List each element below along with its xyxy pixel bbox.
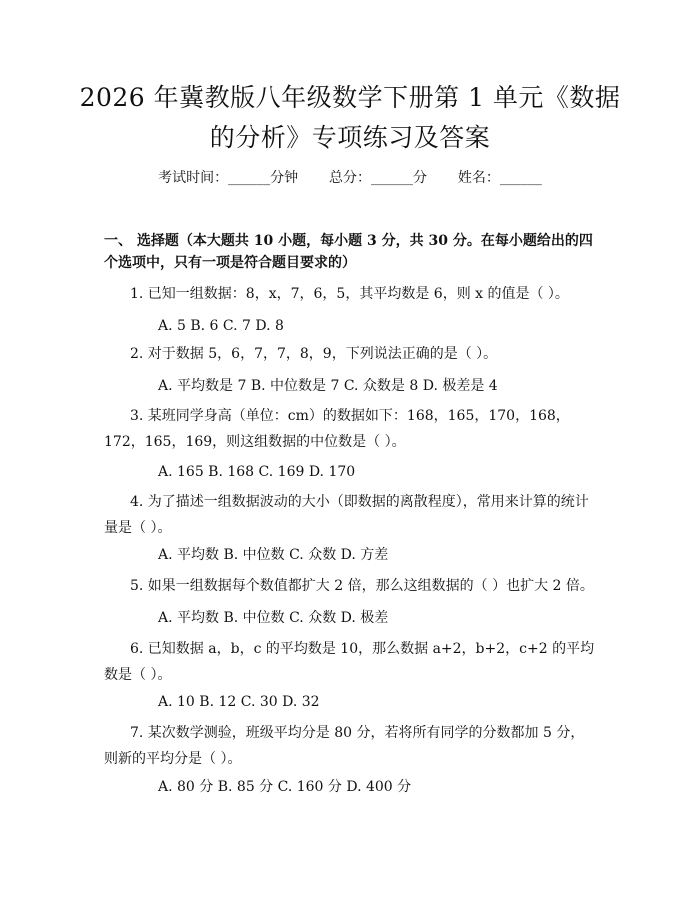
score-label: 总分： bbox=[329, 170, 371, 186]
question-6-options: A. 10 B. 12 C. 30 D. 32 bbox=[158, 694, 320, 710]
question-4: 4. 为了描述一组数据波动的大小（即数据的离散程度），常用来计算的统计量是（ ）。 bbox=[104, 494, 589, 536]
time-label: 考试时间： bbox=[158, 170, 229, 186]
question-7: 7. 某次数学测验，班级平均分是 80 分，若将所有同学的分数都加 5 分，则新的平均分是（ ）。 bbox=[104, 725, 585, 767]
question-1-options: A. 5 B. 6 C. 7 D. 8 bbox=[158, 318, 284, 334]
time-unit: 分钟 bbox=[270, 170, 299, 186]
document-title: 2026 年冀教版八年级数学下册第 1 单元《数据的分析》专项练习及答案 bbox=[79, 83, 621, 152]
score-unit: 分 bbox=[413, 170, 427, 186]
name-blank: ______ bbox=[499, 170, 542, 186]
question-4-options: A. 平均数 B. 中位数 C. 众数 D. 方差 bbox=[158, 547, 389, 563]
question-2-options: A. 平均数是 7 B. 中位数是 7 C. 众数是 8 D. 极差是 4 bbox=[158, 378, 498, 394]
time-blank: ______ bbox=[228, 170, 271, 186]
section-heading: 一、 选择题（本大题共 10 小题，每小题 3 分，共 30 分。在每小题给出的四个选项中，只有一项是符合题目要求的） bbox=[104, 233, 593, 271]
question-3-options: A. 165 B. 168 C. 169 D. 170 bbox=[158, 464, 356, 480]
score-blank: ______ bbox=[371, 170, 413, 186]
question-5: 5. 如果一组数据每个数值都扩大 2 倍，那么这组数据的（ ）也扩大 2 倍。 bbox=[130, 578, 594, 594]
question-6: 6. 已知数据 a，b，c 的平均数是 10，那么数据 a+2，b+2，c+2 的平均数是（ ）。 bbox=[104, 641, 595, 683]
question-5-options: A. 平均数 B. 中位数 C. 众数 D. 极差 bbox=[158, 610, 389, 626]
exam-info-line bbox=[0, 168, 700, 188]
question-1: 1. 已知一组数据：8，x，7，6，5，其平均数是 6，则 x 的值是（ ）。 bbox=[130, 286, 569, 302]
question-3: 3. 某班同学身高（单位：cm）的数据如下：168，165，170，168，172，165，169，则这组数据的中位数是（ ）。 bbox=[104, 408, 570, 450]
question-7-options: A. 80 分 B. 85 分 C. 160 分 D. 400 分 bbox=[158, 779, 412, 795]
question-2: 2. 对于数据 5，6，7，7，8，9，下列说法正确的是（ ）。 bbox=[130, 346, 498, 362]
name-label: 姓名： bbox=[457, 170, 500, 186]
